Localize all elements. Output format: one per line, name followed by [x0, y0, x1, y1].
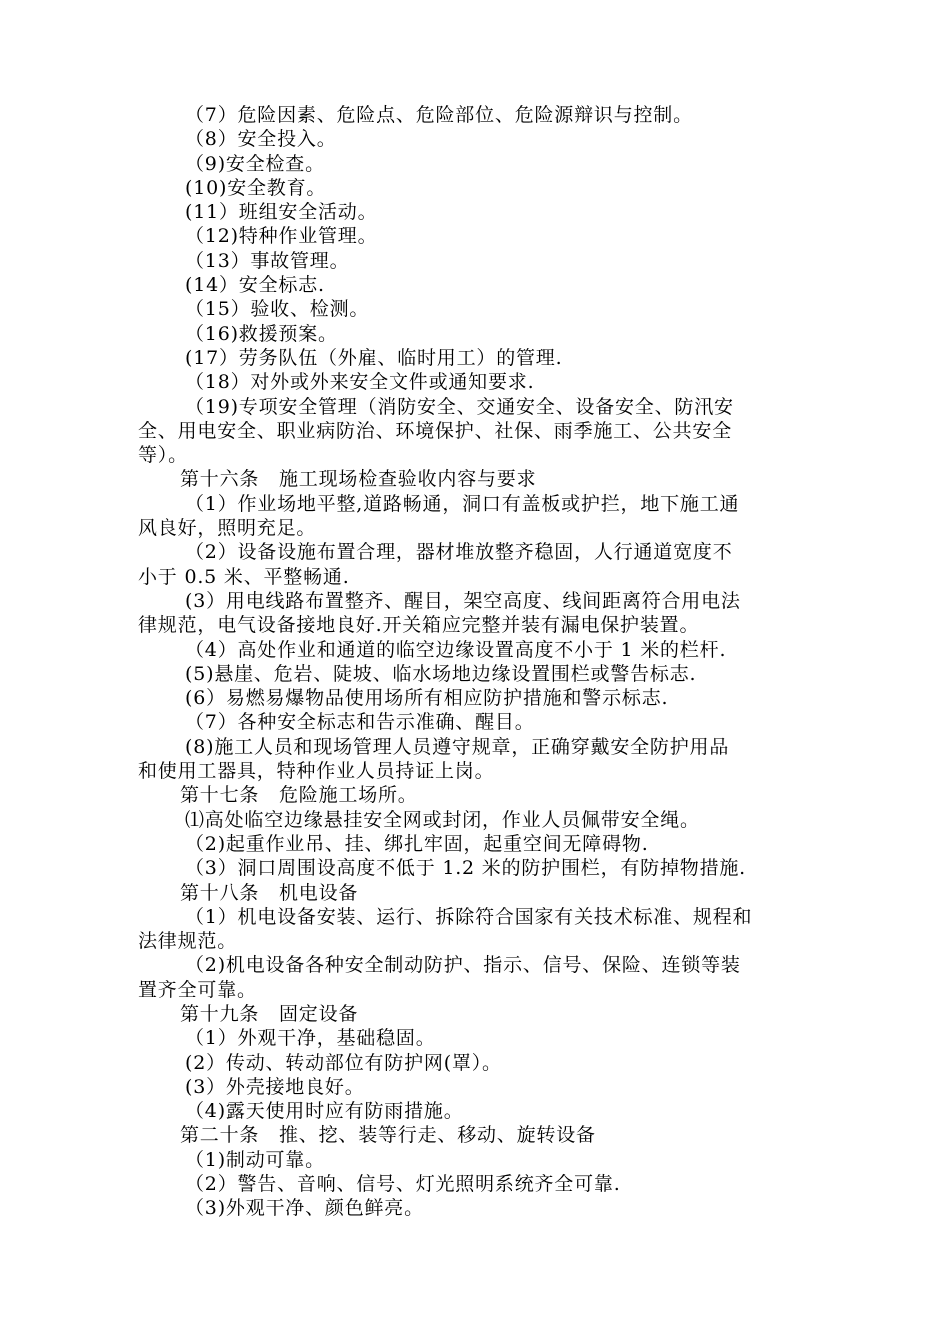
text-line: ⑴高处临空边缘悬挂安全网或封闭，作业人员佩带安全绳。 — [185, 808, 700, 831]
text-line: （12)特种作业管理。 — [185, 225, 378, 248]
text-line: （7）各种安全标志和告示准确、醒目。 — [185, 711, 535, 734]
text-line: (6）易燃易爆物品使用场所有相应防护措施和警示标志. — [185, 687, 669, 710]
text-line: (10)安全教育。 — [185, 176, 327, 199]
text-line: （9)安全检查。 — [185, 152, 325, 175]
text-line: (11）班组安全活动。 — [185, 201, 378, 224]
text-line: （18）对外或外来安全文件或通知要求. — [185, 371, 535, 394]
text-line: （2）警告、音响、信号、灯光照明系统齐全可靠. — [185, 1173, 621, 1196]
text-line: 法律规范。 — [138, 930, 238, 953]
text-line: （1)制动可靠。 — [185, 1148, 325, 1171]
text-line: （3)外观干净、颜色鲜亮。 — [185, 1197, 424, 1220]
text-line: （2)机电设备各种安全制动防护、指示、信号、保险、连锁等装 — [185, 954, 741, 977]
text-line: 全、用电安全、职业病防治、环境保护、社保、雨季施工、公共安全 — [138, 419, 733, 442]
text-line: （2）设备设施布置合理，器材堆放整齐稳固，人行通道宽度不 — [185, 541, 733, 564]
text-line: 和使用工器具，特种作业人员持证上岗。 — [138, 760, 495, 783]
text-line: （8）安全投入。 — [185, 128, 337, 151]
text-line: (3）外壳接地良好。 — [185, 1075, 365, 1098]
text-line: (2）传动、转动部位有防护网(罩）。 — [185, 1051, 502, 1074]
article-heading: 第十九条 固定设备 — [180, 1002, 359, 1025]
text-line: 律规范，电气设备接地良好.开关箱应完整并装有漏电保护装置。 — [138, 614, 700, 637]
text-line: （19)专项安全管理（消防安全、交通安全、设备安全、防汛安 — [185, 395, 734, 418]
text-line: 置齐全可靠。 — [138, 978, 257, 1001]
article-heading: 第十七条 危险施工场所。 — [180, 784, 418, 807]
text-line: （7）危险因素、危险点、危险部位、危险源辩识与控制。 — [185, 104, 693, 126]
article-heading: 第十六条 施工现场检查验收内容与要求 — [180, 468, 537, 491]
text-line: 小于 0.5 米、平整畅通. — [138, 565, 350, 588]
article-heading: 第十八条 机电设备 — [180, 881, 359, 904]
text-line: （4)露天使用时应有防雨措施。 — [185, 1100, 464, 1123]
text-line: (5)悬崖、危岩、陡坡、临水场地边缘设置围栏或警告标志. — [185, 662, 697, 685]
text-line: （4）高处作业和通道的临空边缘设置高度不小于 1 米的栏杆. — [185, 638, 727, 661]
article-heading: 第二十条 推、挖、装等行走、移动、旋转设备 — [180, 1124, 596, 1147]
text-line: （1）作业场地平整,道路畅通，洞口有盖板或护拦，地下施工通 — [185, 492, 740, 515]
document-body — [138, 103, 818, 1221]
text-line: （15）验收、检测。 — [185, 298, 370, 321]
text-line: （13）事故管理。 — [185, 249, 350, 272]
text-line: （2)起重作业吊、挂、绑扎牢固，起重空间无障碍物. — [185, 832, 649, 855]
text-line: (3）用电线路布置整齐、醒目，架空高度、线间距离符合用电法 — [185, 589, 741, 612]
text-line: （1）机电设备安装、运行、拆除符合国家有关技术标准、规程和 — [185, 905, 753, 928]
text-line: (8)施工人员和现场管理人员遵守规章，正确穿戴安全防护用品 — [185, 735, 730, 758]
text-line: （16)救援预案。 — [185, 322, 338, 345]
text-line: (17）劳务队伍（外雇、临时用工）的管理. — [185, 346, 563, 369]
text-line: (14）安全标志. — [185, 274, 325, 297]
text-line: （1）外观干净，基础稳固。 — [185, 1027, 436, 1050]
text-line: 等）。 — [138, 444, 188, 467]
text-line: （3）洞口周围设高度不低于 1.2 米的防护围栏，有防掉物措施. — [185, 857, 747, 880]
text-line: 风良好，照明充足。 — [138, 517, 317, 540]
